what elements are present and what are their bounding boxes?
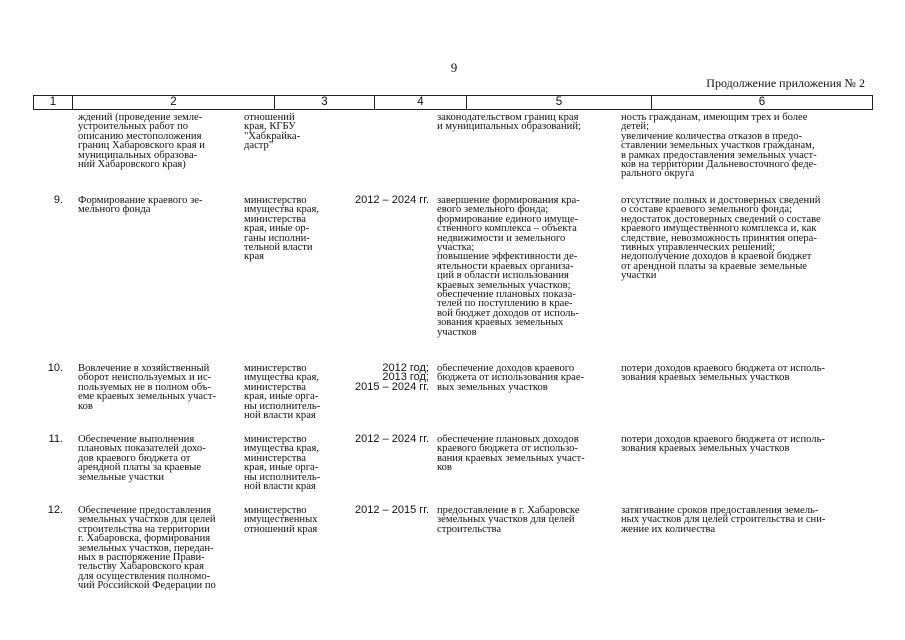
page-number: 9 xyxy=(450,60,458,75)
row-executor: министерство имущества края, министерства края, иные орга- ны исполнитель- ной власти края xyxy=(244,363,321,422)
row-consequence: потери доходов краевого бюджета от исполь- зования краевых земельных участков xyxy=(621,363,825,384)
row-result: предоставление в г. Хабаровске земельных участков для целей строительства xyxy=(437,505,580,535)
row-measure: Вовлечение в хозяйственный оборот неиспользуемых и ис- пользуемых не в полном объ- еме краевых земельных участ- ков xyxy=(78,363,216,412)
row-consequence: затягивание сроков предоставления земель- ных участков для целей строительства и сни- жение их количества xyxy=(621,505,826,535)
row-number: 10. xyxy=(47,362,63,374)
row-number: 11. xyxy=(48,433,63,445)
row-term: 2012 год; 2013 год; 2015 – 2024 гг. xyxy=(355,362,429,393)
header-col-6: 6 xyxy=(651,96,873,109)
row-result: обеспечение плановых доходов краевого бюджета от использо- вания краевых земельных участ- ков xyxy=(437,434,585,474)
row-measure: Обеспечение предоставления земельных участков для целей строительства на территории г. Хабаровска, формирования земельных участков, передан- ных в распоряжение Прави- тельству Хабаровского края для осуществления полномо- чий Российской Федерации по xyxy=(78,505,216,592)
row-measure: Обеспечение выполнения плановых показателей дохо- дов краевого бюджета от арендной платы за краевые земельные участки xyxy=(78,434,206,483)
row-result: обеспечение доходов краевого бюджета от использования крае- вых земельных участков xyxy=(437,363,585,393)
row-result: законодательством границ края и муниципальных образований; xyxy=(437,112,581,133)
header-col-5: 5 xyxy=(466,96,651,109)
row-measure: ждений (проведение земле- устроительных работ по описанию местоположения границ Хабаровского края и муниципальных образова- ний Хабаровского края) xyxy=(78,112,205,171)
row-term: 2012 – 2024 гг. xyxy=(355,433,429,445)
header-col-4: 4 xyxy=(374,96,466,109)
row-consequence: отсутствие полных и достоверных сведений о составе краевого земельного фонда; недостаток достоверных сведений о составе краевого имущественного комплекса и, как следствие, невозможность принятия опера- тивных управленческих решений; недополучение доходов в краевой бюджет от арендной платы за краевые земельные участки xyxy=(621,195,821,282)
continuation-label: Продолжение приложения № 2 xyxy=(706,76,865,90)
row-executor: министерство имущественных отношений края xyxy=(244,505,318,535)
header-col-2: 2 xyxy=(72,96,274,109)
row-measure: Формирование краевого зе- мельного фонда xyxy=(78,195,203,216)
row-result: завершение формирования кра- евого земельного фонда; формирование единого имуще- ственного комплекса – объекта недвижимости и земельного участка; повышение эффективности де- ятельности краевых организа- ций в области использования краевых земельных участков; обеспечение плановых показа- телей по поступлению в крае- вой бюджет доходов от исполь- зования краевых земельных участков xyxy=(437,195,580,338)
row-executor: министерство имущества края, министерства края, иные орга- ны исполнитель- ной власти края xyxy=(244,434,321,493)
header-col-1: 1 xyxy=(33,96,72,109)
row-term: 2012 – 2024 гг. xyxy=(355,194,429,206)
row-number: 9. xyxy=(53,194,63,206)
table-header xyxy=(33,95,873,110)
row-executor: отношений края, КГБУ "Хабкрайка- дастр" xyxy=(244,112,301,152)
header-col-3: 3 xyxy=(274,96,374,109)
row-number: 12. xyxy=(47,504,63,516)
row-term: 2012 – 2015 гг. xyxy=(355,504,429,516)
row-consequence: потери доходов краевого бюджета от исполь- зования краевых земельных участков xyxy=(621,434,825,455)
row-executor: министерство имущества края, министерства края, иные ор- ганы исполни- тельной власти края xyxy=(244,195,320,263)
row-consequence: ность гражданам, имеющим трех и более детей; увеличение количества отказов в предо- ставлении земельных участков гражданам, в рамках предоставления земельных участ- ков на территории Дальневосточного феде- рального округа xyxy=(621,112,817,180)
